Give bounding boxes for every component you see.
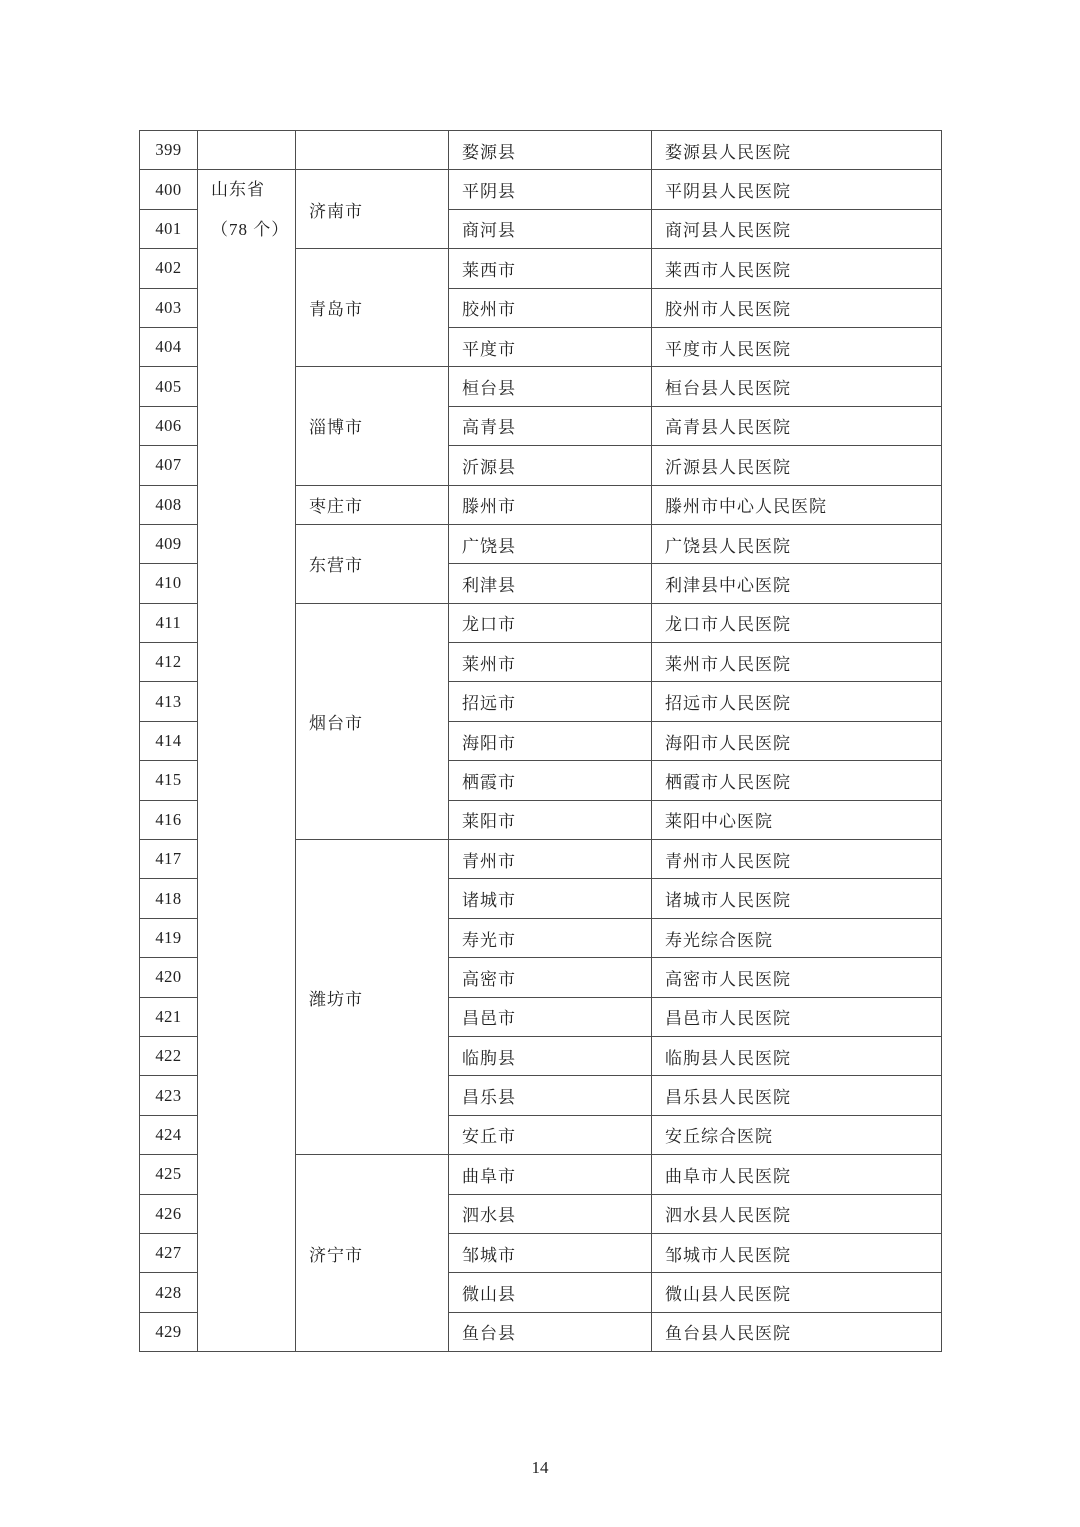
row-number-cell: 428	[140, 1273, 198, 1312]
row-number-cell: 415	[140, 761, 198, 800]
hospital-cell: 莱阳中心医院	[652, 800, 942, 839]
hospital-cell: 鱼台县人民医院	[652, 1312, 942, 1351]
county-cell: 桓台县	[449, 367, 652, 406]
hospital-cell: 海阳市人民医院	[652, 721, 942, 760]
city-cell: 东营市	[296, 524, 449, 603]
row-number-cell: 420	[140, 958, 198, 997]
county-cell: 滕州市	[449, 485, 652, 524]
county-cell: 诸城市	[449, 879, 652, 918]
county-cell: 龙口市	[449, 603, 652, 642]
row-number-cell: 416	[140, 800, 198, 839]
province-cell	[198, 170, 296, 1352]
row-number-cell: 402	[140, 249, 198, 288]
row-number-cell: 405	[140, 367, 198, 406]
hospital-cell: 招远市人民医院	[652, 682, 942, 721]
row-number-cell: 403	[140, 288, 198, 327]
county-cell: 平度市	[449, 327, 652, 366]
county-cell: 高青县	[449, 406, 652, 445]
hospital-cell: 临朐县人民医院	[652, 1036, 942, 1075]
county-cell: 邹城市	[449, 1233, 652, 1272]
county-cell: 莱阳市	[449, 800, 652, 839]
county-cell: 栖霞市	[449, 761, 652, 800]
hospital-cell: 昌乐县人民医院	[652, 1076, 942, 1115]
city-cell: 淄博市	[296, 367, 449, 485]
county-cell: 利津县	[449, 564, 652, 603]
hospital-cell: 安丘综合医院	[652, 1115, 942, 1154]
county-cell: 泗水县	[449, 1194, 652, 1233]
hospital-cell: 高密市人民医院	[652, 958, 942, 997]
hospital-cell: 桓台县人民医院	[652, 367, 942, 406]
county-cell: 昌乐县	[449, 1076, 652, 1115]
row-number-cell: 417	[140, 840, 198, 879]
row-number-cell: 409	[140, 524, 198, 563]
row-number-cell: 414	[140, 721, 198, 760]
county-cell: 莱州市	[449, 643, 652, 682]
row-number-cell: 423	[140, 1076, 198, 1115]
city-cell: 潍坊市	[296, 840, 449, 1155]
county-cell: 广饶县	[449, 524, 652, 563]
city-cell: 枣庄市	[296, 485, 449, 524]
county-cell: 微山县	[449, 1273, 652, 1312]
county-cell: 婺源县	[449, 131, 652, 170]
row-number-cell: 426	[140, 1194, 198, 1233]
hospital-cell: 龙口市人民医院	[652, 603, 942, 642]
province-cell-empty	[198, 131, 296, 170]
row-number-cell: 427	[140, 1233, 198, 1272]
county-cell: 昌邑市	[449, 997, 652, 1036]
hospital-cell: 邹城市人民医院	[652, 1233, 942, 1272]
county-cell: 平阴县	[449, 170, 652, 209]
hospital-cell: 莱州市人民医院	[652, 643, 942, 682]
province-count: （78 个）	[211, 219, 290, 239]
city-cell: 烟台市	[296, 603, 449, 839]
hospital-cell: 曲阜市人民医院	[652, 1155, 942, 1194]
city-cell-empty	[296, 131, 449, 170]
county-cell: 商河县	[449, 209, 652, 248]
hospital-cell: 商河县人民医院	[652, 209, 942, 248]
hospital-cell: 利津县中心医院	[652, 564, 942, 603]
row-number-cell: 399	[140, 131, 198, 170]
county-cell: 高密市	[449, 958, 652, 997]
row-number-cell: 421	[140, 997, 198, 1036]
county-cell: 莱西市	[449, 249, 652, 288]
hospital-cell: 平度市人民医院	[652, 327, 942, 366]
county-cell: 鱼台县	[449, 1312, 652, 1351]
hospital-cell: 平阴县人民医院	[652, 170, 942, 209]
row-number-cell: 407	[140, 446, 198, 485]
county-cell: 沂源县	[449, 446, 652, 485]
city-cell: 青岛市	[296, 249, 449, 367]
row-number-cell: 400	[140, 170, 198, 209]
row-number-cell: 408	[140, 485, 198, 524]
hospital-cell: 滕州市中心人民医院	[652, 485, 942, 524]
table-row	[140, 131, 942, 170]
hospital-cell: 昌邑市人民医院	[652, 997, 942, 1036]
city-cell: 济南市	[296, 170, 449, 249]
hospital-cell: 诸城市人民医院	[652, 879, 942, 918]
hospital-cell: 胶州市人民医院	[652, 288, 942, 327]
hospital-cell: 沂源县人民医院	[652, 446, 942, 485]
hospital-cell: 高青县人民医院	[652, 406, 942, 445]
row-number-cell: 404	[140, 327, 198, 366]
page-number: 14	[531, 1458, 549, 1477]
row-number-cell: 401	[140, 209, 198, 248]
row-number-cell: 406	[140, 406, 198, 445]
hospital-cell: 寿光综合医院	[652, 918, 942, 957]
county-cell: 招远市	[449, 682, 652, 721]
county-cell: 曲阜市	[449, 1155, 652, 1194]
county-cell: 临朐县	[449, 1036, 652, 1075]
county-cell: 海阳市	[449, 721, 652, 760]
row-number-cell: 411	[140, 603, 198, 642]
hospital-cell: 莱西市人民医院	[652, 249, 942, 288]
row-number-cell: 424	[140, 1115, 198, 1154]
row-number-cell: 418	[140, 879, 198, 918]
hospital-cell: 青州市人民医院	[652, 840, 942, 879]
hospital-cell: 广饶县人民医院	[652, 524, 942, 563]
hospital-cell: 泗水县人民医院	[652, 1194, 942, 1233]
row-number-cell: 419	[140, 918, 198, 957]
table-row	[140, 170, 942, 209]
county-cell: 胶州市	[449, 288, 652, 327]
hospital-table	[139, 130, 942, 1352]
hospital-cell: 婺源县人民医院	[652, 131, 942, 170]
row-number-cell: 429	[140, 1312, 198, 1351]
county-cell: 青州市	[449, 840, 652, 879]
county-cell: 安丘市	[449, 1115, 652, 1154]
city-cell: 济宁市	[296, 1155, 449, 1352]
row-number-cell: 422	[140, 1036, 198, 1075]
hospital-table-body	[140, 131, 942, 1352]
row-number-cell: 425	[140, 1155, 198, 1194]
row-number-cell: 413	[140, 682, 198, 721]
hospital-cell: 栖霞市人民医院	[652, 761, 942, 800]
row-number-cell: 410	[140, 564, 198, 603]
county-cell: 寿光市	[449, 918, 652, 957]
row-number-cell: 412	[140, 643, 198, 682]
province-name: 山东省	[211, 180, 265, 200]
hospital-cell: 微山县人民医院	[652, 1273, 942, 1312]
